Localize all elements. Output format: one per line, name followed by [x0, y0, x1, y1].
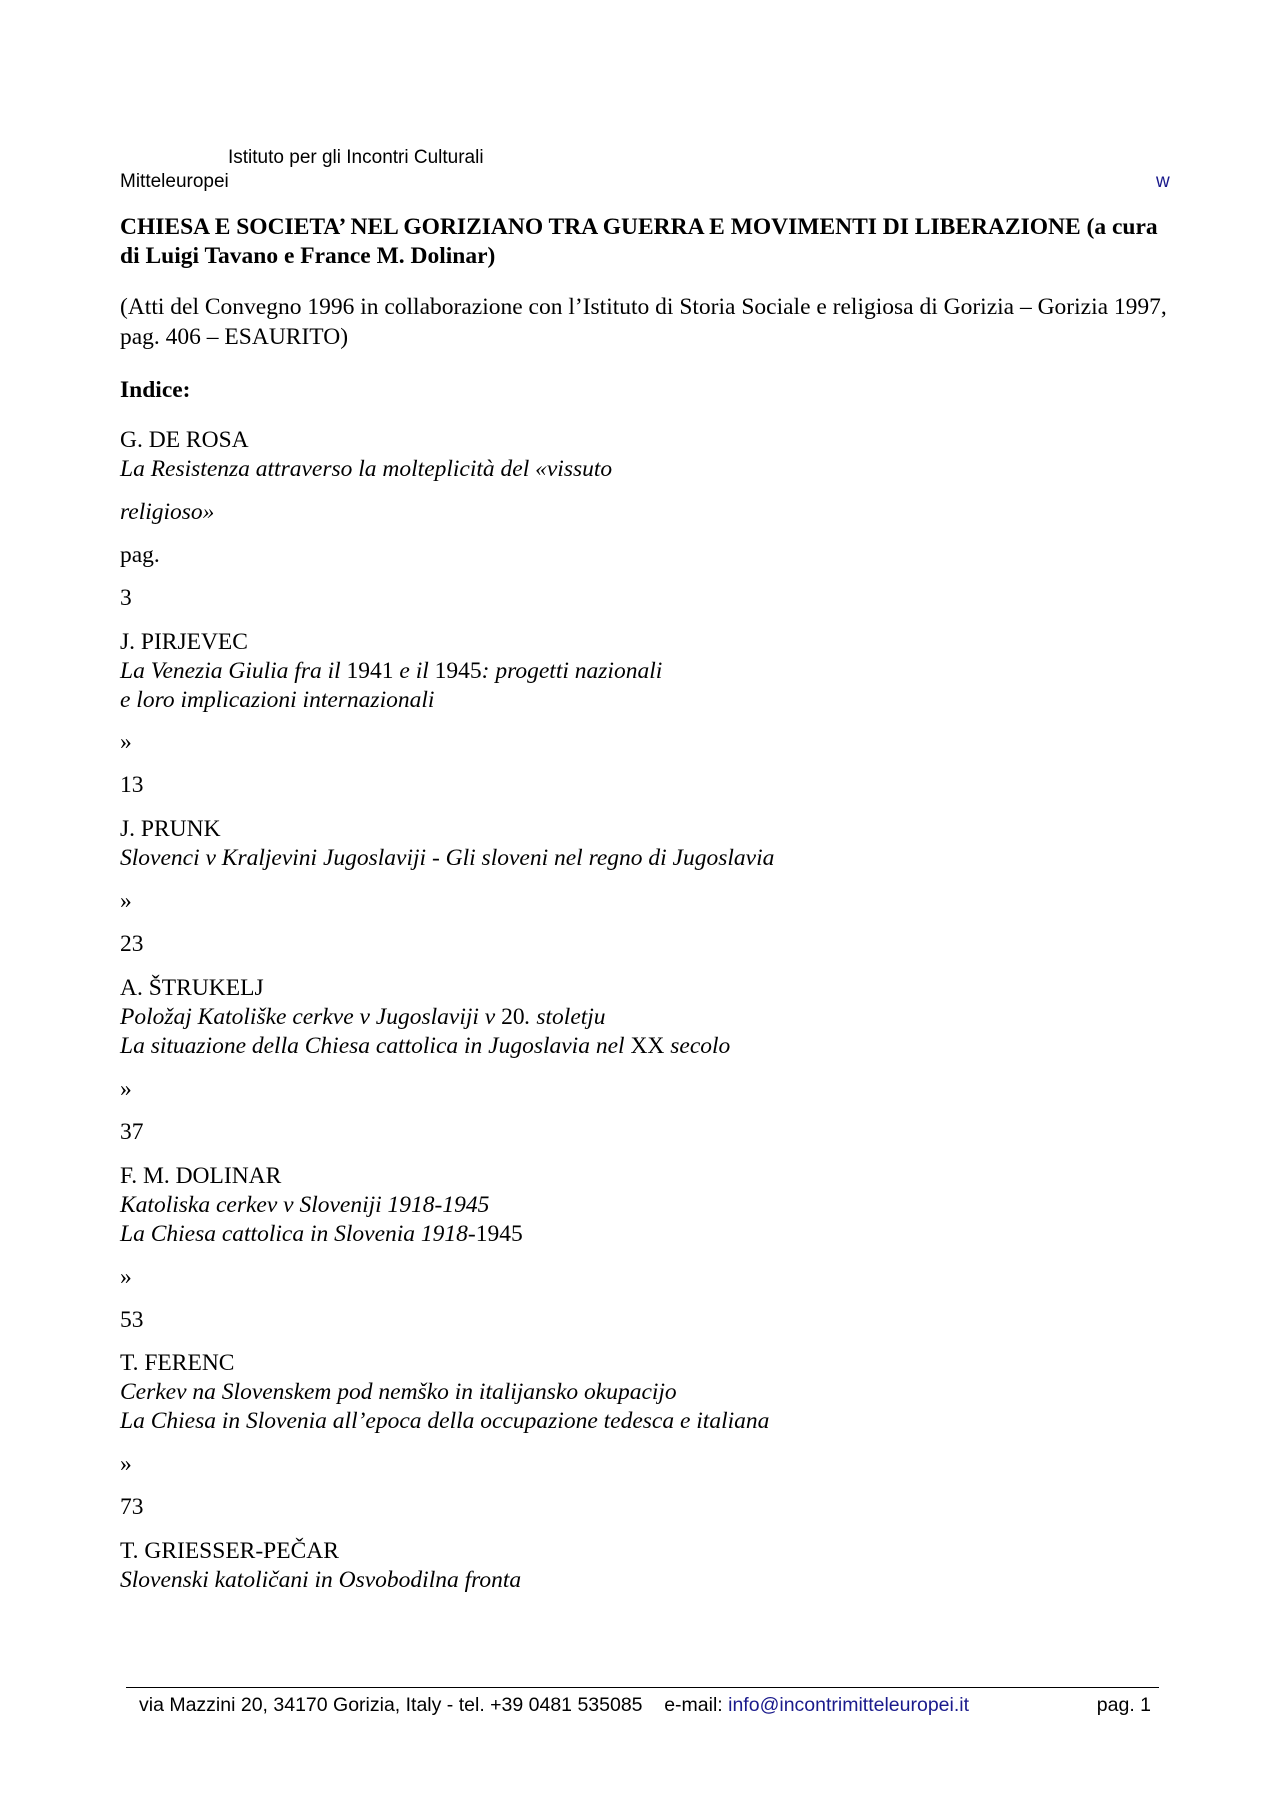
- entry-title-part: La Venezia Giulia fra il: [120, 658, 347, 684]
- entry-title-part: . stoletju: [524, 1004, 606, 1030]
- document-subtitle: (Atti del Convegno 1996 in collaborazione con l’Istituto di Storia Sociale e religiosa di Gorizia – Gorizia 1997, pag. 406 – ESAURITO): [120, 294, 1167, 350]
- entry-title-part: La Chiesa cattolica in Slovenia 1918-: [120, 1221, 476, 1247]
- entry-page: 23: [120, 931, 144, 957]
- entry-title-cont: e loro implicazioni internazionali: [120, 687, 435, 713]
- footer-page-number: pag. 1: [1096, 1694, 1151, 1716]
- entry-page-marker: »: [120, 1264, 132, 1290]
- entry-page: 13: [120, 772, 144, 798]
- entry-title-part: 20: [501, 1004, 525, 1030]
- entry-title-part: XX: [630, 1033, 665, 1059]
- document-title: CHIESA E SOCIETA’ NEL GORIZIANO TRA GUERRA E MOVIMENTI DI LIBERAZIONE (a cura di Luigi Tavano e France M. Dolinar): [120, 214, 1158, 269]
- entry-title-cont: La Chiesa in Slovenia all’epoca della occupazione tedesca e italiana: [120, 1408, 770, 1434]
- footer: [139, 1693, 1159, 1717]
- entry-author: F. M. DOLINAR: [120, 1163, 282, 1189]
- entry-title: Slovenci v Kraljevini Jugoslaviji - Gli sloveni nel regno di Jugoslavia: [120, 845, 775, 871]
- entry-page-marker: »: [120, 1076, 132, 1102]
- footer-email-label: e-mail:: [664, 1694, 723, 1716]
- entry-author: A. ŠTRUKELJ: [120, 975, 264, 1001]
- entry-page: 53: [120, 1307, 144, 1333]
- entry-title: Slovenski katoličani in Osvobodilna fronta: [120, 1567, 522, 1593]
- entry-title-cont: [120, 1220, 523, 1249]
- entry-title-part: 1945: [475, 1221, 523, 1247]
- entry-author: T. FERENC: [120, 1350, 235, 1376]
- footer-address: via Mazzini 20, 34170 Gorizia, Italy - tel. +39 0481 535085: [139, 1694, 643, 1716]
- entry-title: [120, 657, 662, 686]
- entry-page: 3: [120, 585, 132, 611]
- index-heading: Indice:: [120, 377, 191, 403]
- header-institute: Istituto per gli Incontri Culturali: [228, 147, 484, 168]
- entry-author: J. PRUNK: [120, 816, 221, 842]
- entry-title: Katoliska cerkev v Sloveniji 1918-1945: [120, 1192, 490, 1218]
- entry-author: G. DE ROSA: [120, 427, 249, 453]
- entry-author: T. GRIESSER-PEČAR: [120, 1538, 339, 1564]
- entry-title-cont: [120, 1032, 730, 1061]
- header-link[interactable]: w: [1156, 171, 1170, 192]
- entry-page-marker: »: [120, 888, 132, 914]
- entry-title-part: 1941: [346, 658, 394, 684]
- entry-title-part: : progetti nazionali: [481, 658, 663, 684]
- entry-title-part: 1945: [434, 658, 482, 684]
- entry-title-cont: religioso»: [120, 499, 215, 525]
- footer-rule: [126, 1687, 1159, 1688]
- entry-page-marker: »: [120, 729, 132, 755]
- entry-author: J. PIRJEVEC: [120, 629, 248, 655]
- entry-page: 37: [120, 1119, 144, 1145]
- entry-title-part: e il: [393, 658, 435, 684]
- header-city: Mitteleuropei: [120, 171, 229, 192]
- footer-email-link[interactable]: info@incontrimitteleuropei.it: [728, 1694, 970, 1716]
- entry-page-marker: »: [120, 1451, 132, 1477]
- entry-page: 73: [120, 1494, 144, 1520]
- entry-title-part: La situazione della Chiesa cattolica in Jugoslavia nel: [120, 1033, 631, 1059]
- entry-title: Cerkev na Slovenskem pod nemško in italijansko okupacijo: [120, 1379, 677, 1405]
- entry-title: [120, 1003, 606, 1032]
- entry-title: La Resistenza attraverso la molteplicità del «vissuto: [120, 456, 613, 482]
- entry-page-marker: pag.: [120, 542, 160, 568]
- entry-title-part: Položaj Katoliške cerkve v Jugoslaviji v: [120, 1004, 502, 1030]
- entry-title-part: secolo: [664, 1033, 731, 1059]
